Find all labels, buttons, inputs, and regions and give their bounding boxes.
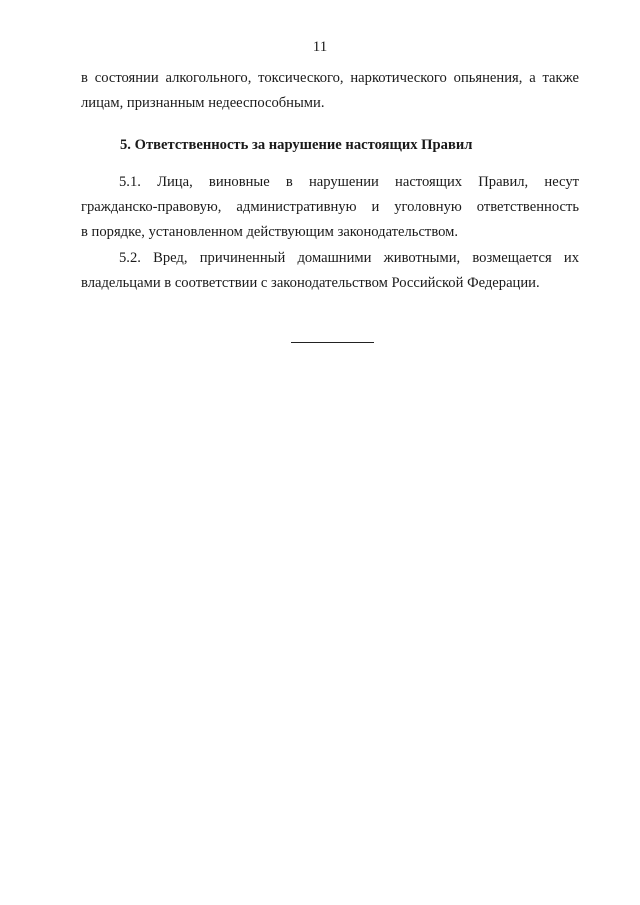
page-number: 11 [312,39,328,55]
paragraph-5-2 [81,246,579,296]
paragraph-line: 5.1. Лица, виновные в нарушении настоящих Правил, несут [119,174,579,190]
paragraph-line: гражданско-правовую, административную и уголовную ответственность [81,199,579,215]
paragraph-line: 5.2. Вред, причиненный домашними животными, возмещается их [119,250,579,266]
paragraph-line: в состоянии алкогольного, токсического, наркотического опьянения, а также [81,70,579,86]
section-heading: 5. Ответственность за нарушение настоящих Правил [120,137,473,153]
continuation-paragraph [81,66,579,116]
paragraph-line: в порядке, установленном действующим законодательством. [81,224,459,240]
paragraph-line: лицам, признанным недееспособными. [81,95,325,111]
paragraph-5-1 [81,170,579,245]
end-of-document-rule [291,342,374,343]
paragraph-line: владельцами в соответствии с законодательством Российской Федерации. [81,275,540,291]
